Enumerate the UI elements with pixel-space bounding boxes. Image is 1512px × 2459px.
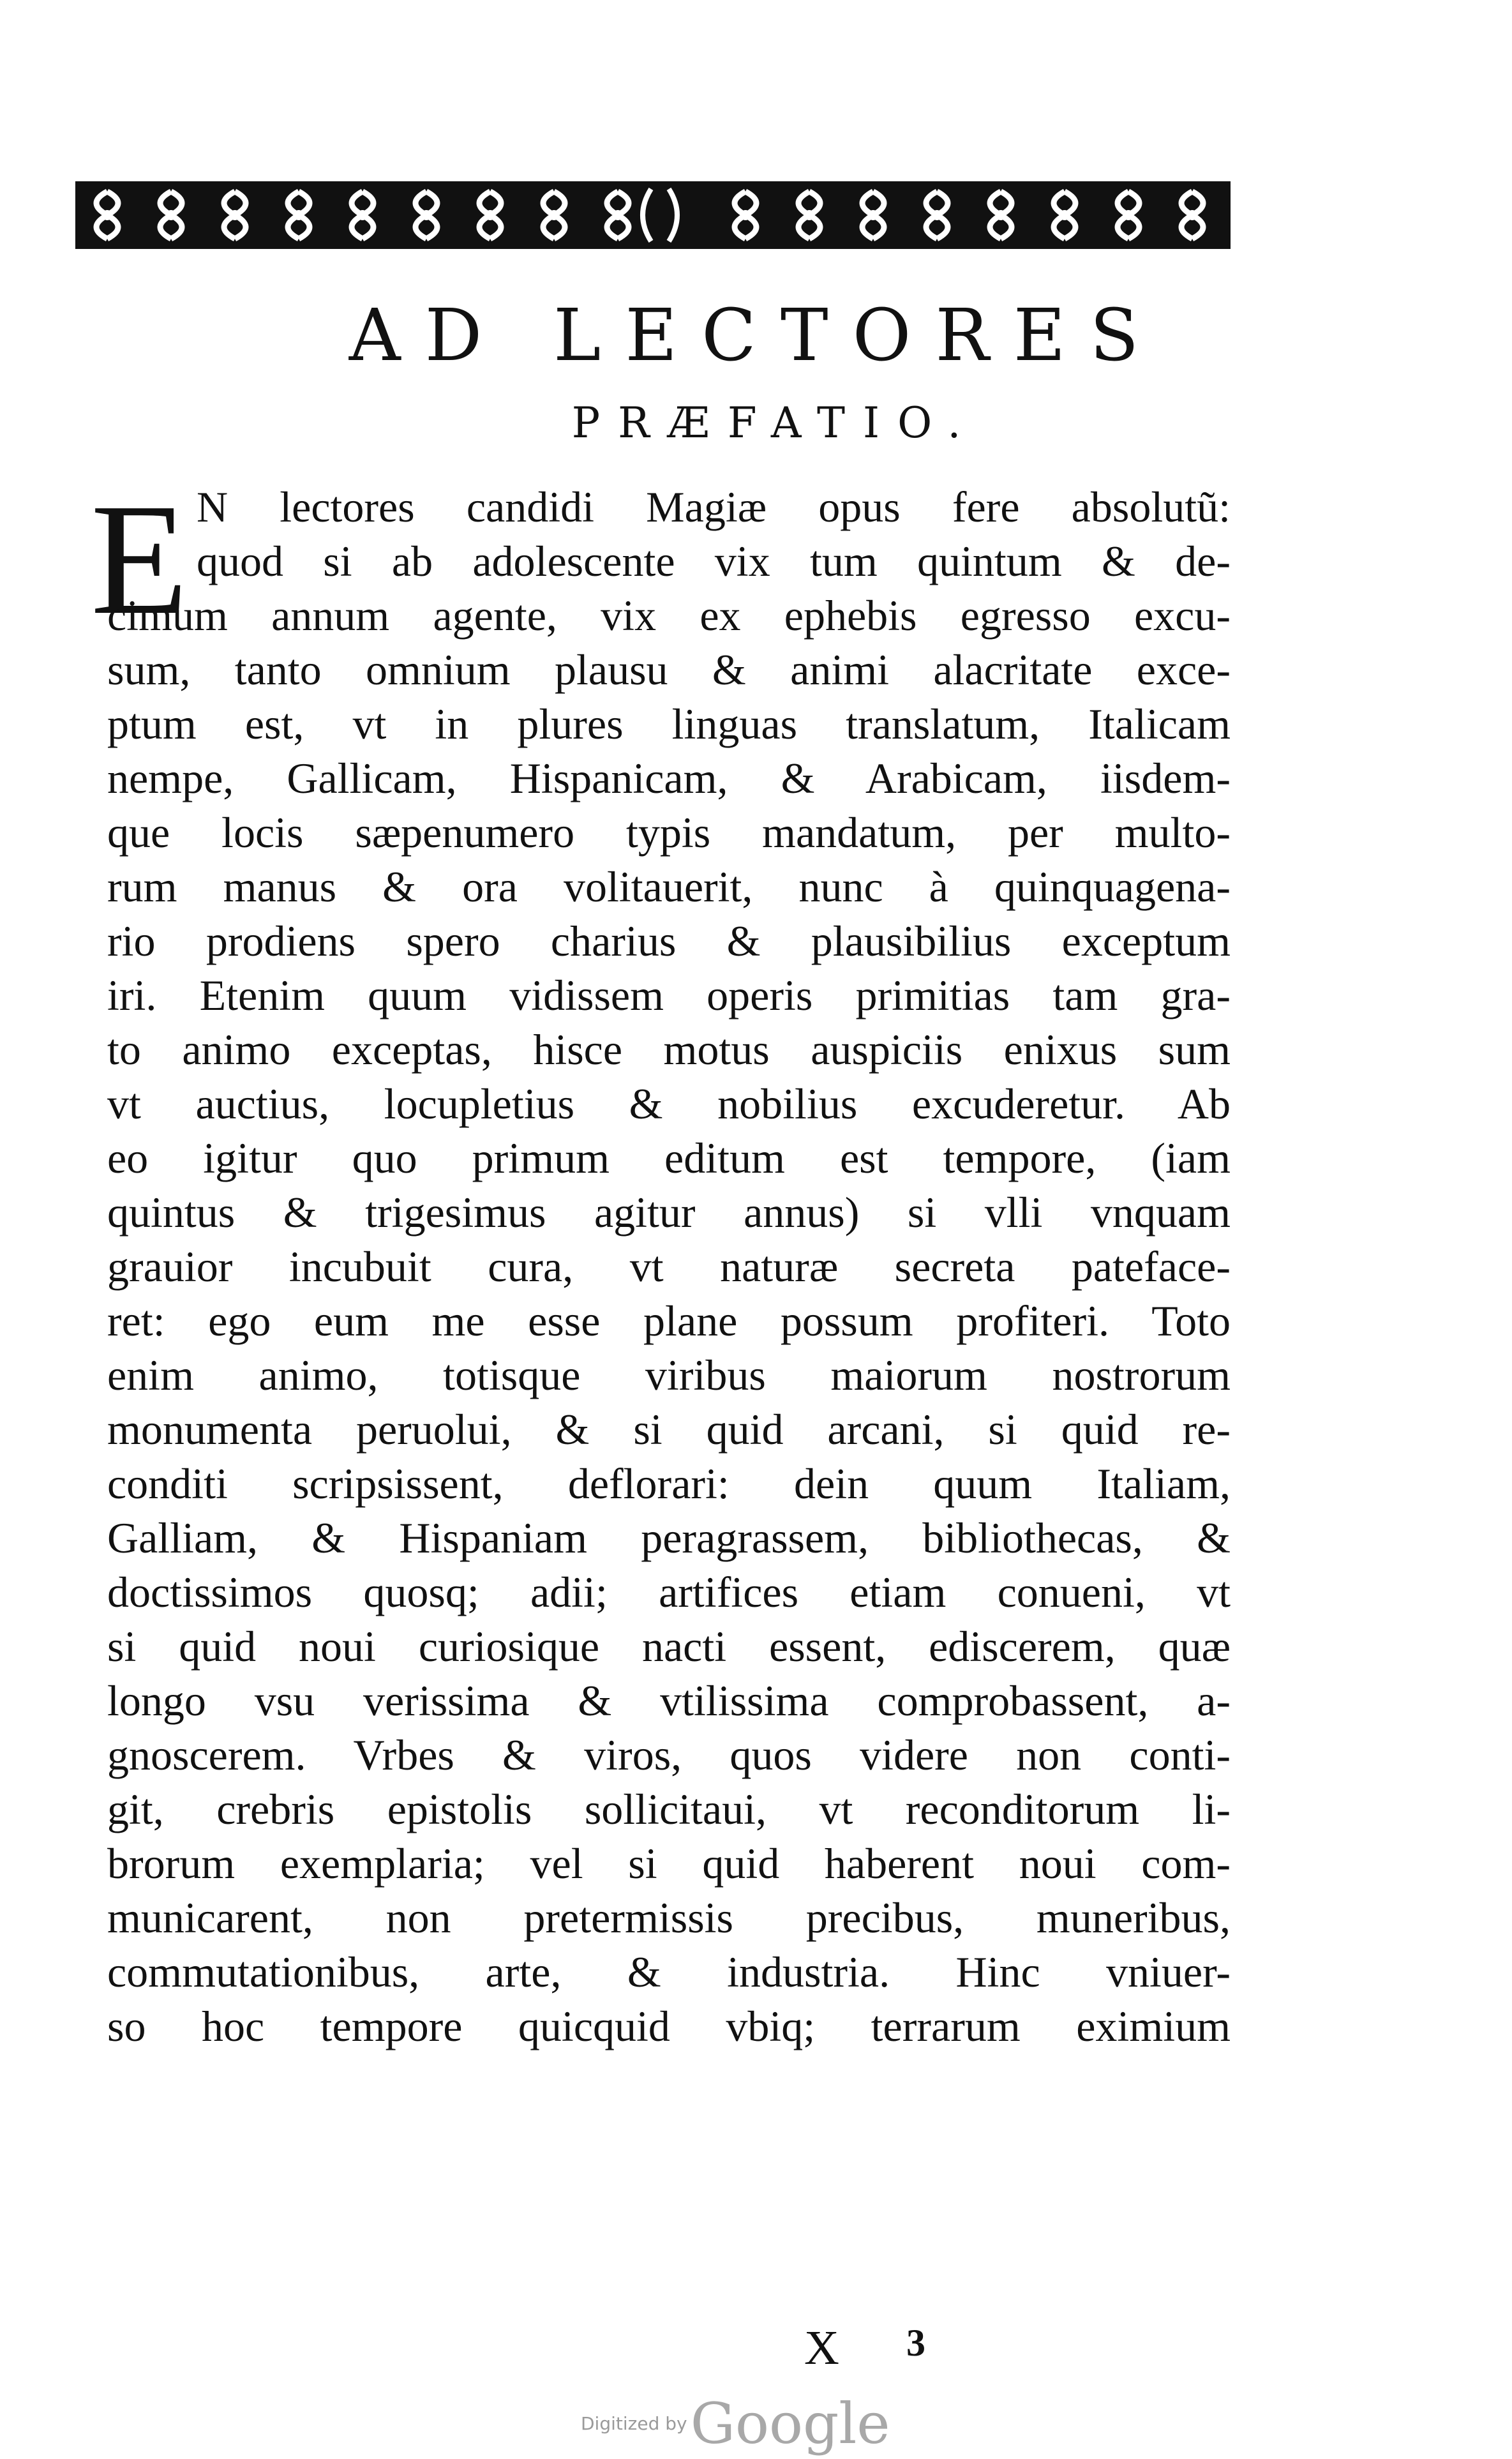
text-line: iri. Etenim quum vidissem operis primitias tam gra- [107,971,1231,1019]
page-subtitle: PRÆFATIO. [571,398,979,447]
text-line: doctissimos quosq; adii; artifices etiam conueni, vt [107,1568,1231,1616]
text-line: git, crebris epistolis sollicitaui, vt reconditorum li- [107,1785,1231,1833]
digitization-watermark [581,2391,890,2456]
text-line: rio prodiens spero charius & plausibilius exceptum [107,917,1231,965]
text-line: Galliam, & Hispaniam peragrassem, bibliothecas, & [107,1514,1231,1562]
text-line: ret: ego eum me esse plane possum profiteri. Toto [107,1297,1231,1345]
text-line: conditi scripsissent, deflorari: dein quum Italiam, [107,1459,1231,1508]
text-line: sum, tanto omnium plausu & animi alacritate exce- [107,645,1231,694]
text-line: monumenta peruolui, & si quid arcani, si quid re- [107,1405,1231,1454]
text-line: longo vsu verissima & vtilissima comprobassent, a- [107,1676,1231,1725]
text-line: ptum est, vt in plures linguas translatum, Italicam [107,700,1231,748]
watermark-label: Digitized by [581,2413,687,2434]
text-line: eo igitur quo primum editum est tempore, (iam [107,1134,1231,1182]
text-line: enim animo, totisque viribus maiorum nostrorum [107,1351,1231,1399]
text-line: gnoscerem. Vrbes & viros, quos videre non conti- [107,1731,1231,1779]
folio-number: 3 [906,2322,925,2364]
text-line: rum manus & ora volitauerit, nunc à quinquagena- [107,862,1231,911]
signature-mark: X [804,2321,839,2375]
text-line: quintus & trigesimus agitur annus) si vlli vnquam [107,1188,1231,1237]
text-line: nempe, Gallicam, Hispanicam, & Arabicam, iisdem- [107,754,1231,802]
text-line: to animo exceptas, hisce motus auspiciis enixus sum [107,1025,1231,1074]
drop-capital: E [91,471,188,648]
text-line: so hoc tempore quicquid vbiq; terrarum eximium [107,2002,1231,2050]
text-line: cimum annum agente, vix ex ephebis egresso excu- [107,591,1231,640]
body-text [107,480,1231,2054]
text-line: brorum exemplaria; vel si quid haberent noui com- [107,1839,1231,1888]
ornamental-border [75,177,1231,253]
text-line: quod si ab adolescente vix tum quintum & de- [197,537,1231,585]
text-line: vt auctius, locupletius & nobilius excuderetur. Ab [107,1079,1231,1128]
text-line: municarent, non pretermissis precibus, muneribus, [107,1893,1231,1942]
text-line: que locis sæpenumero typis mandatum, per multo- [107,808,1231,857]
text-line: commutationibus, arte, & industria. Hinc vniuer- [107,1948,1231,1996]
text-line: grauior incubuit cura, vt naturæ secreta pateface- [107,1242,1231,1291]
watermark-logo: Google [690,2391,890,2456]
text-line: N lectores candidi Magiæ opus fere absolutũ: [197,483,1231,531]
text-line: si quid noui curiosique nacti essent, ediscerem, quæ [107,1622,1231,1671]
page-title: AD LECTORES [348,294,1164,377]
